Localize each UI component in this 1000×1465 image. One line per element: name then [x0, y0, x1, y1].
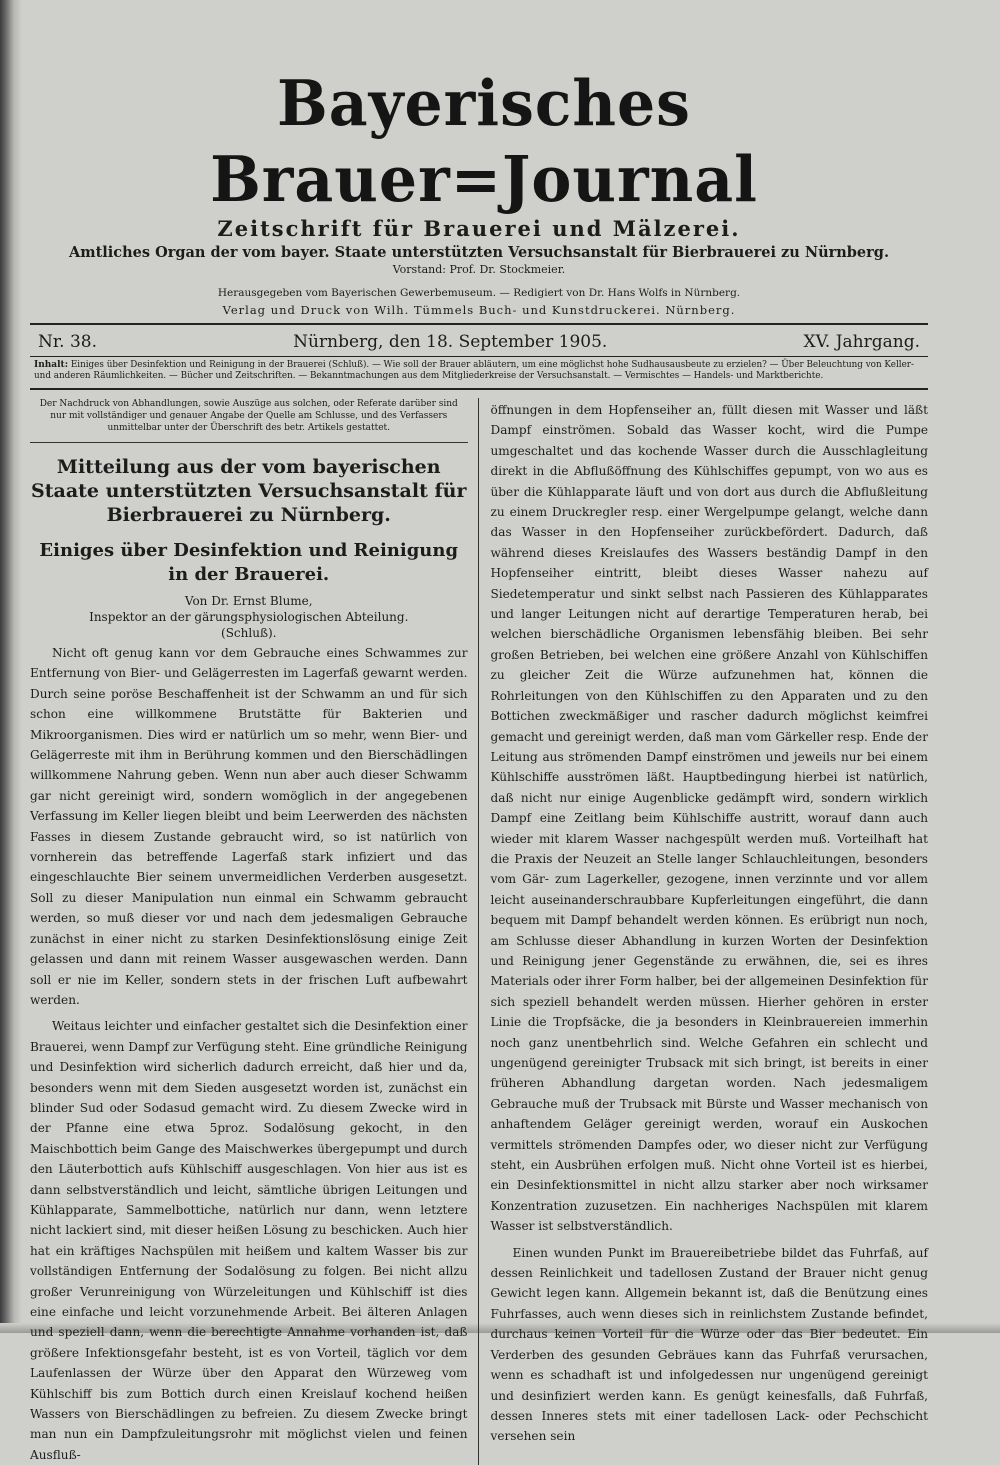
masthead-subtitle: Zeitschrift für Brauerei und Mälzerei.: [217, 216, 741, 241]
left-column: [30, 398, 479, 1465]
issue-number: Nr. 38.: [38, 332, 97, 352]
masthead-vorstand: Vorstand: Prof. Dr. Stockmeier.: [392, 263, 566, 276]
article-columns: [30, 398, 928, 1465]
scan-edge-left: [0, 0, 22, 1333]
article-byline: Von Dr. Ernst Blume,: [184, 594, 313, 608]
paragraph: Einen wunden Punkt im Brauereibetriebe bildet das Fuhrfaß, auf dessen Reinlichkeit und tadellosen Zustand der Brauer nicht genug Gewicht legen kann. Allgemein bekannt ist, daß die Benützung eines Fuhrfasses, auch wenn dieses sich in reinlichstem Zustande befindet, durchaus keinen Vorteil für die Würze oder das Bier bedeutet. Ein Verderben des gesunden Gebräues kann das Fuhrfaß verursachen, wenn es schadhaft ist und infolgedessen nur ungenügend gereinigt und desinfiziert werden kann. Es genügt keinesfalls, daß Fuhrfaß, dessen Inneres stets mit einer tadellosen Lack- oder Pechschicht versehen sein: [490, 1245, 928, 1444]
author-position: Inspektor an der gärungsphysiologischen Abteilung.: [89, 610, 409, 624]
volume: XV. Jahrgang.: [803, 332, 920, 352]
masthead-title: Bayerisches Brauer=Journal: [210, 67, 758, 217]
inhalt-text: Einiges über Desinfektion und Reinigung in der Brauerei (Schluß). — Wie soll der Brauer abläutern, um eine möglichst hohe Sudhausausbeute zu erzielen? — Über Beleuchtung von Keller- und anderen Räumlichkeiten. — Bücher und Zeitschriften. — Bekanntmachungen aus dem Mitgliederkreise der Versuchsanstalt. — Vermischtes — Handels- und Marktberichte.: [34, 360, 914, 381]
masthead-organ: Amtliches Organ der vom bayer. Staate unterstützten Versuchsanstalt für Bierbrauerei zu Nürnberg.: [69, 244, 889, 261]
paragraph: Nicht oft genug kann vor dem Gebrauche eines Schwammes zur Entfernung von Bier- und Gelägerresten im Lagerfaß gewarnt werden. Durch seine poröse Beschaffenheit ist der Schwamm an und für sich schon eine willkommene Brutstätte für Bakterien und Mikroorganismen. Dies wird er natürlich um so mehr, wenn Bier- und Gelägerreste mit ihm in Berührung kommen und den Bierschädlingen willkommene Nahrung geben. Wenn nun aber auch dieser Schwamm gar nicht gereinigt wird, sondern womöglich in der angegebenen Verfassung im Keller liegen bleibt und beim Leerwerden des nächsten Fasses in diesem Zustande gebraucht wird, so ist natürlich von vornherein das betreffende Lagerfaß stark infiziert und das eingeschlauchte Bier seinem unvermeidlichen Verderben ausgesetzt. Soll zu dieser Manipulation nun einmal ein Schwamm gebraucht werden, so muß dieser vor und nach dem jedesmaligen Gebrauche zunächst in einer nicht zu starken Desinfektionslösung einige Zeit gelassen und dann mit reinem Wasser ausgewaschen werden. Dann soll er nie im Keller, sondern stets in der frischen Luft aufbewahrt werden.: [30, 646, 468, 1007]
article-title: Einiges über Desinfektion und Reinigung in der Brauerei.: [39, 540, 459, 585]
article-note: (Schluß).: [221, 626, 277, 640]
paragraph: Weitaus leichter und einfacher gestaltet sich die Desinfektion einer Brauerei, wenn Dampf zur Verfügung steht. Eine gründliche Reinigung und Desinfektion wird sicherlich dadurch erreicht, daß hier und da, besonders wenn mit dem Sieden ausgesetzt worden ist, zunächst ein blinder Sud oder Sodasud gemacht wird. Zu diesem Zwecke wird in der Pfanne eine etwa 5proz. Sodalösung gekocht, in den Maischbottich beim Gange des Maischwerkes übergepumpt und durch den Läuterbottich aufs Kühlschiff ausgeschlagen. Von hier aus ist es dann selbstverständlich und leicht, sämtliche übrigen Leitungen und Kühlapparate, Sammelbottiche, natürlich nur dann, wenn letztere nicht lackiert sind, mit dieser heißen Lösung zu beschicken. Auch hier hat ein kräftiges Nachspülen mit heißem und kaltem Wasser bis zur vollständigen Entfernung der Sodalösung zu folgen. Bei nicht allzu großer Verunreinigung von Würzeleitungen und Kühlschiff ist dies eine einfache und leicht vorzunehmende Arbeit. Bei älteren Anlagen und speziell dann, wenn die berechtigte Annahme vorhanden ist, daß größere Infektionsgefahr besteht, ist es von Vorteil, täglich vor dem Laufenlassen der Würze über den Apparat den Würzeweg vom Kühlschiff bis zum Bottich durch einen Kreislauf kochend heißen Wassers von Bierschädlingen zu befreien. Zu diesem Zwecke bringt man nun ein Dampfzuleitungsrohr mit möglichst vielen und feinen Ausfluß-: [30, 1019, 468, 1462]
newspaper-page: [30, 60, 928, 1462]
article-heading-institution: Mitteilung aus der vom bayerischen Staate unterstützten Versuchsanstalt für Bierbrauerei zu Nürnberg.: [31, 456, 467, 526]
masthead-herausgeber: Herausgegeben vom Bayerischen Gewerbemuseum. — Redigiert von Dr. Hans Wolfs in Nürnberg.: [217, 287, 741, 299]
dateline: [30, 323, 928, 357]
table-of-contents: [30, 357, 928, 390]
right-column: [479, 398, 929, 1465]
reprint-notice: Der Nachdruck von Abhandlungen, sowie Auszüge aus solchen, oder Referate darüber sind nur mit vollständiger und genauer Angabe der Quelle am Schlusse, und des Verfassers unmittelbar unter der Überschrift des betr. Artikels gestattet.: [30, 398, 468, 443]
inhalt-label: Inhalt:: [34, 360, 69, 370]
place-date: Nürnberg, den 18. September 1905.: [293, 332, 608, 352]
masthead-verlag: Verlag und Druck von Wilh. Tümmels Buch- und Kunstdruckerei. Nürnberg.: [222, 303, 736, 317]
paragraph: öffnungen in dem Hopfenseiher an, füllt diesen mit Wasser und läßt Dampf einströmen. Sobald das Wasser kocht, wird die Pumpe umgeschaltet und das kochende Wasser durch die Ausschlagleitung direkt in die Abflußöffnung des Kühlschiffes gepumpt, von wo aus es über die Kühlapparate läuft und von dort aus durch die Abflußleitung zu einem Druckregler resp. einer Wergelpumpe gelangt, welche dann das Wasser in den Hopfenseiher zurückbefördert. Dadurch, daß während dieses Kreislaufes des Wassers beständig Dampf in den Hopfenseiher eintritt, bleibt dieses Wasser nahezu auf Siedetemperatur und sinkt selbst nach Passieren des Kühlapparates und langer Leitungen nicht auf derartige Temperaturen herab, bei welchen bierschädliche Organismen lebensfähig bleiben. Bei sehr großen Betrieben, bei welchen eine größere Anzahl von Kühlschiffen zu gleicher Zeit die Würze aufzunehmen hat, können die Rohrleitungen von den Kühlschiffen zu den Apparaten und zu den Bottichen zweckmäßiger und rascher dadurch möglichst keimfrei gemacht und gereinigt werden, daß man vom Gärkeller resp. Ende der Leitung aus strömenden Dampf einströmen und jeweils nur bei einem Kühlschiffe ausströmen läßt. Hauptbedingung hierbei ist natürlich, daß nicht nur einige Augenblicke gedämpft wird, sondern wirklich Dampf eine Zeitlang beim Kühlschiffe austritt, worauf dann auch wieder mit klarem Wasser nachgespült werden muß. Vorteilhaft hat die Praxis der Neuzeit an Stelle langer Schlauchleitungen, besonders vom Gär- zum Lagerkeller, gezogene, innen verzinnte und vor allem leicht auseinanderschraubbare Kupferleitungen eingeführt, die dann bequem mit Dampf behandelt werden können. Es erübrigt nun noch, am Schlusse dieser Abhandlung in kurzen Worten der Desinfektion und Reinigung jener Gegenstände zu erwähnen, die, sei es ihres Materials oder ihrer Form halber, bei der allgemeinen Desinfektion für sich speziell behandelt werden müssen. Hierher gehören in erster Linie die Tropfsäcke, die ja besonders in Kleinbrauereien immerhin noch ganz unentbehrlich sind. Welche Gefahren ein schlecht und ungenügend gereinigter Trubsack mit sich bringt, ist bereits in einer früheren Abhandlung dargetan worden. Nach jedesmaligem Gebrauche muß der Trubsack mit Bürste und Wasser mechanisch von anhaftendem Geläger gereinigt werden, worauf ein Auskochen vermittels strömenden Dampfes oder, wo dieser nicht zur Verfügung steht, ein Ausbrühen erfolgen muß. Nicht ohne Vorteil ist es hierbei, ein Desinfektionsmittel in nicht allzu starker aber noch wirksamer Konzentration zuzusetzen. Ein nachheriges Nachspülen mit klarem Wasser ist selbstverständlich.: [490, 403, 928, 1234]
